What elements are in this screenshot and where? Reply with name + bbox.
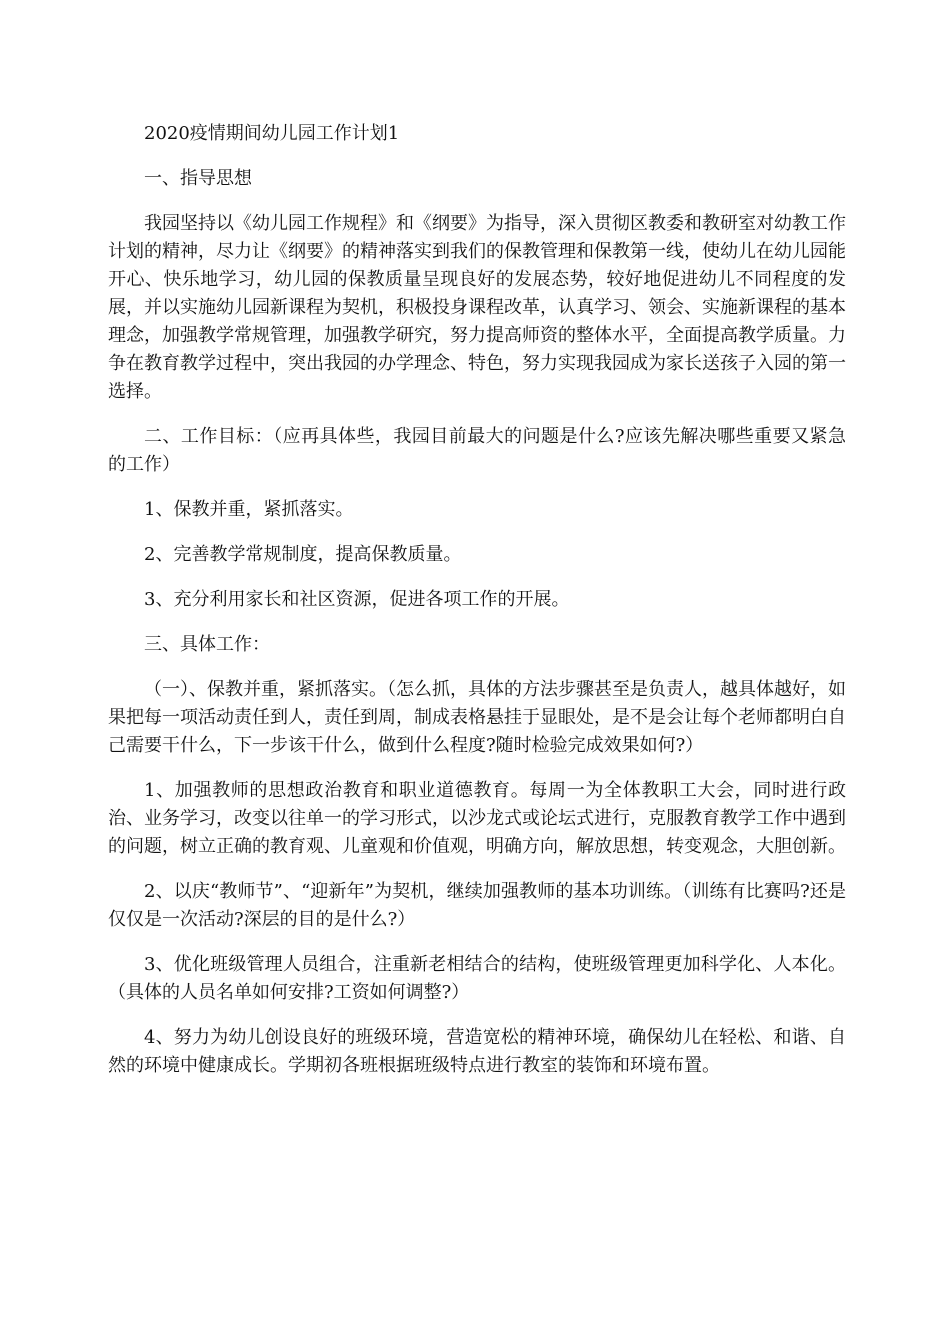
goal-item-2: 2、完善教学常规制度，提高保教质量。 <box>144 544 462 565</box>
document-page <box>108 120 846 1097</box>
paragraph-guiding-ideology: 我园坚持以《幼儿园工作规程》和《纲要》为指导，深入贯彻区教委和教研室对幼教工作计划的精神，尽力让《纲要》的精神落实到我们的保教管理和保教第一线，使幼儿在幼儿园能开心、快乐地学习，幼儿园的保教质量呈现良好的发展态势，较好地促进幼儿不同程度的发展，并以实施幼儿园新课程为契机，积极投身课程改革，认真学习、领会、实施新课程的基本理念，加强教学常规管理，加强教学研究，努力提高师资的整体水平，全面提高教学质量。力争在教育教学过程中，突出我园的办学理念、特色，努力实现我园成为家长送孩子入园的第一选择。 <box>108 213 846 402</box>
subsection-heading-1: （一）、保教并重，紧抓落实。（怎么抓，具体的方法步骤甚至是负责人，越具体越好，如果把每一项活动责任到人，责任到周，制成表格悬挂于显眼处，是不是会让每个老师都明白自己需要干什么，下一步该干什么，做到什么程度?随时检验完成效果如何?） <box>108 679 846 756</box>
work-item-4: 4、努力为幼儿创设良好的班级环境，营造宽松的精神环境，确保幼儿在轻松、和谐、自然的环境中健康成长。学期初各班根据班级特点进行教室的装饰和环境布置。 <box>108 1027 846 1076</box>
goal-item-3: 3、充分利用家长和社区资源，促进各项工作的开展。 <box>144 589 570 610</box>
work-item-2: 2、以庆“教师节”、“迎新年”为契机，继续加强教师的基本功训练。（训练有比赛吗?还是仅仅是一次活动?深层的目的是什么?） <box>108 881 846 930</box>
section-heading-work-goals: 二、工作目标：（应再具体些，我园目前最大的问题是什么?应该先解决哪些重要又紧急的工作） <box>108 426 846 475</box>
goal-item-1: 1、保教并重，紧抓落实。 <box>144 499 354 520</box>
work-item-3: 3、优化班级管理人员组合，注重新老相结合的结构，使班级管理更加科学化、人本化。（具体的人员名单如何安排?工资如何调整?） <box>108 954 846 1003</box>
document-title: 2020疫情期间幼儿园工作计划1 <box>144 123 400 144</box>
section-heading-specific-work: 三、具体工作： <box>144 634 270 655</box>
work-item-1: 1、加强教师的思想政治教育和职业道德教育。每周一为全体教职工大会，同时进行政治、业务学习，改变以往单一的学习形式，以沙龙式或论坛式进行，克服教育教学工作中遇到的问题，树立正确的教育观、儿童观和价值观，明确方向，解放思想，转变观念，大胆创新。 <box>108 780 846 857</box>
section-heading-guiding-ideology: 一、指导思想 <box>144 168 252 189</box>
